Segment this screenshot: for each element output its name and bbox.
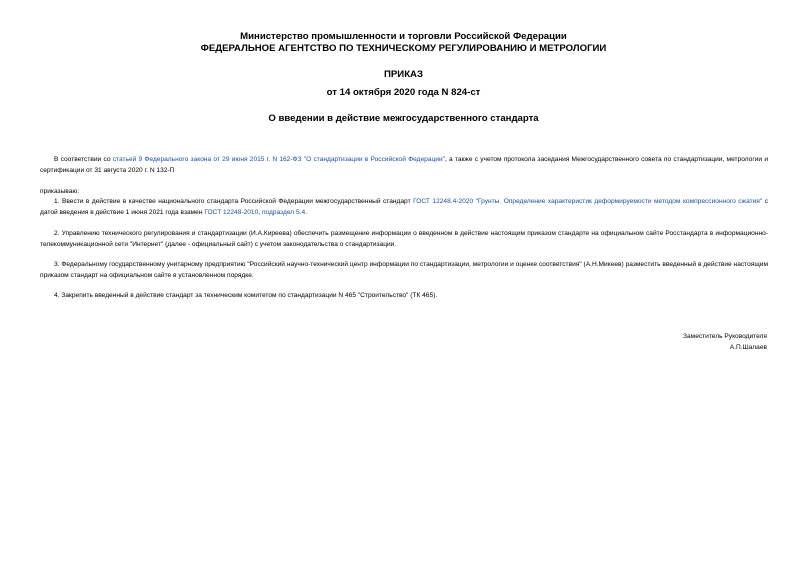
paragraph-order-word: приказываю: <box>40 188 80 195</box>
gost-12248-2010-link[interactable]: ГОСТ 12248-2010 <box>204 209 259 216</box>
document-subject: О введении в действие межгосударственного стандарта <box>268 113 539 124</box>
item-1-text-start: 1. Ввести в действие в качестве национального стандарта Российской Федерации межгосударственный стандарт <box>54 198 414 205</box>
gost-12248-4-2020-link[interactable]: ГОСТ 12248.4-2020 "Грунты. Определение характеристик деформируемости методом компрессионного сжатия" <box>413 198 763 205</box>
paragraph-item-2: 2. Управлению технического регулирования и стандартизации (И.А.Киреева) обеспечить размещение информации о введенном в действие настоящим приказом стандарте на официальном сайте Росстандарта в информационно-телекоммуникационной сети "Интернет" (далее - официальный сайт) с учетом законодательства о стандартизации. <box>40 230 768 248</box>
ministry-name: Министерство промышленности и торговли Российской Федерации <box>240 31 567 42</box>
law-article-link[interactable]: статьей 9 Федерального закона от 29 июня 2015 г. N 162-ФЗ "О стандартизации в Российской Федерации" <box>112 156 445 163</box>
paragraph-item-1 <box>40 196 768 218</box>
preamble-text-start: В соответствии со <box>54 156 113 163</box>
item-1-text-mid: с датой введения в действие 1 июня 2021 года взамен <box>40 198 768 216</box>
preamble-text-end: , а также с учетом протокола заседания Межгосударственного совета по стандартизации, метрологии и сертификации от 31 августа 2020 г. N 132-П <box>40 156 768 174</box>
item-1-text-end: . <box>305 209 308 216</box>
subsection-5-4-link[interactable]: подраздел 5.4 <box>261 209 306 216</box>
paragraph-preamble <box>40 154 768 176</box>
item-1-separator: , <box>258 209 262 216</box>
paragraph-item-4: 4. Закрепить введенный в действие стандарт за техническим комитетом по стандартизации N 465 "Строительство" (ТК 465). <box>54 292 438 299</box>
paragraph-item-3: 3. Федеральному государственному унитарному предприятию "Российский научно-технический центр информации по стандартизации, метрологии и оценке соответствия" (А.Н.Микеев) разместить введенный в действие настоящим приказом стандарт на официальном сайте в установленном порядке. <box>40 261 768 279</box>
signatory-title: Заместитель Руководителя <box>683 333 767 340</box>
document-type: ПРИКАЗ <box>384 69 423 80</box>
agency-name: ФЕДЕРАЛЬНОЕ АГЕНТСТВО ПО ТЕХНИЧЕСКОМУ РЕГУЛИРОВАНИЮ И МЕТРОЛОГИИ <box>200 43 607 54</box>
document-date-number: от 14 октября 2020 года N 824-ст <box>326 87 481 98</box>
signatory-name: А.П.Шалаев <box>729 344 767 351</box>
